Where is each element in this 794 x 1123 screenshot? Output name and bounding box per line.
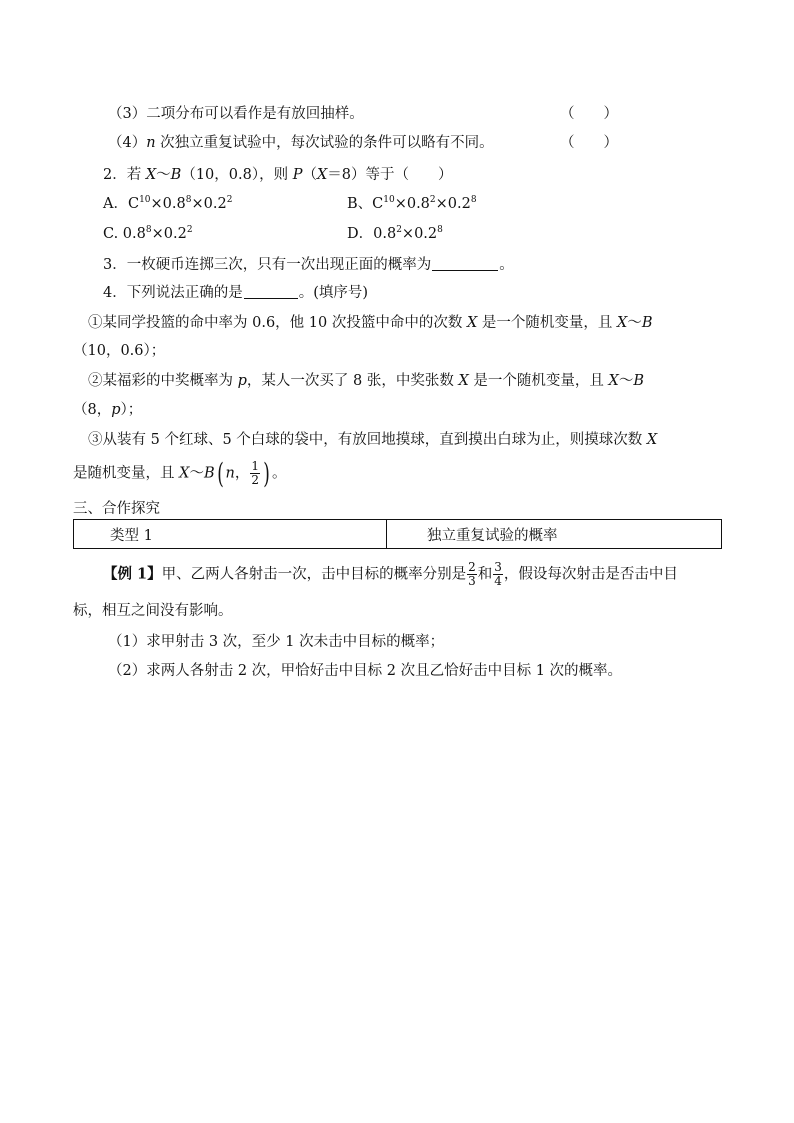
question-2: 2．若 X～B（10，0.8），则 P（X＝8）等于（ ）: [103, 167, 453, 183]
example-label: 【例 1】: [103, 565, 162, 583]
statement-q4-3-cont: 是随机变量，且 X～B( n， $\frac{1}{2}$ ) 。: [73, 456, 287, 490]
example-part-1: （1）求甲射击 3 次，至少 1 次未击中目标的概率；: [108, 634, 445, 650]
option-a[interactable]: A．$C^{10}\times 0.8^8\times 0.2^2$: [103, 195, 233, 212]
answer-paren-4[interactable]: （ ）: [560, 135, 618, 151]
fraction-two-thirds: $\frac{2}{3}$: [468, 560, 476, 588]
option-c[interactable]: C. $0.8^8\times 0.2^2$: [103, 225, 193, 242]
statement-4: （4）n 次独立重复试验中，每次试验的条件可以略有不同。: [108, 135, 494, 151]
answer-blank-4[interactable]: [244, 284, 298, 299]
answer-paren-3[interactable]: （ ）: [560, 106, 618, 122]
fraction-one-half: $\frac{1}{2}$: [251, 459, 260, 487]
statement-q4-1-cont: （10，0.6）；: [73, 343, 166, 359]
example-part-2: （2）求两人各射击 2 次，甲恰好击中目标 2 次且乙恰好击中目标 1 次的概率。: [108, 663, 623, 679]
type-table: [73, 519, 722, 549]
example-1: 【例 1】甲、乙两人各射击一次，击中目标的概率分别是 $\frac{2}{3}$ 和 $\frac{3}{4}$ ，假设每次射击是否击中目: [103, 560, 678, 588]
answer-blank-3[interactable]: [432, 256, 498, 271]
question-4: 4．下列说法正确的是 。(填序号): [103, 285, 369, 301]
type-title-cell: 独立重复试验的概率: [387, 520, 722, 549]
statement-q4-1: ①某同学投篮的命中率为 0.6，他 10 次投篮中命中的次数 X 是一个随机变量，且 X～B: [88, 315, 653, 331]
statement-q4-3: ③从装有 5 个红球、5 个白球的袋中，有放回地摸球，直到摸出白球为止，则摸球次数 X: [88, 432, 658, 448]
fraction-three-quarters: $\frac{3}{4}$: [494, 560, 502, 588]
statement-3: （3）二项分布可以看作是有放回抽样。: [108, 106, 364, 122]
type-label-cell: 类型 1: [74, 520, 387, 549]
option-b[interactable]: B、$C^{10}\times 0.8^2\times 0.2^8$: [347, 195, 477, 212]
section-title: 三、合作探究: [73, 501, 160, 517]
option-d[interactable]: D．$0.8^2\times 0.2^8$: [347, 225, 443, 242]
question-3: 3．一枚硬币连掷三次，只有一次出现正面的概率为 。: [103, 257, 514, 273]
example-1-cont: 标，相互之间没有影响。: [73, 603, 233, 619]
statement-q4-2-cont: （8，p）；: [73, 402, 143, 418]
statement-q4-2: ②某福彩的中奖概率为 p，某人一次买了 8 张，中奖张数 X 是一个随机变量，且 X～B: [88, 373, 644, 389]
